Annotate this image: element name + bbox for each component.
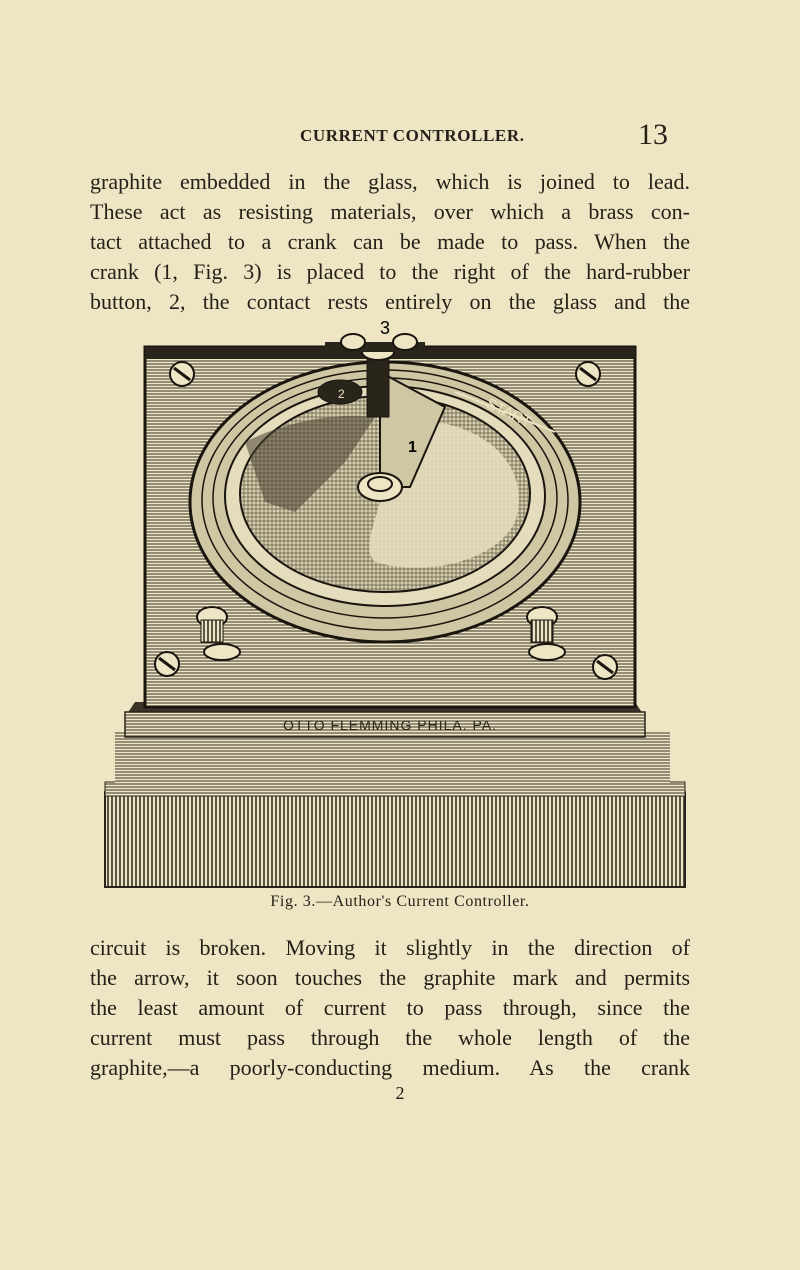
base-inscription: OTTO FLEMMING PHILA. PA. bbox=[282, 717, 498, 733]
paragraph-bottom bbox=[90, 933, 690, 1083]
controller-illustration bbox=[95, 312, 695, 892]
page-header bbox=[0, 118, 800, 156]
crank-pivot bbox=[367, 352, 389, 417]
corner-screw bbox=[576, 362, 600, 386]
text-line: the least amount of current to pass through, since the bbox=[90, 995, 690, 1020]
label-3: 3 bbox=[380, 318, 391, 338]
signature-mark: 2 bbox=[395, 1083, 405, 1103]
label-1: 1 bbox=[408, 439, 417, 456]
text-line: current must pass through the whole length of the bbox=[90, 1025, 690, 1050]
base-block bbox=[105, 792, 685, 887]
text-line: button, 2, the contact rests entirely on the glass and the bbox=[90, 289, 690, 314]
paragraph-top bbox=[90, 167, 690, 317]
text-line: the arrow, it soon touches the graphite mark and permits bbox=[90, 965, 690, 990]
text-line: crank (1, Fig. 3) is placed to the right of the hard-rubber bbox=[90, 259, 690, 284]
text-line: graphite embedded in the glass, which is joined to lead. bbox=[90, 169, 690, 194]
text-line: These act as resisting materials, over which a brass con- bbox=[90, 199, 690, 224]
figure-caption: Fig. 3.—Author's Current Controller. bbox=[270, 893, 530, 910]
corner-screw bbox=[155, 652, 179, 676]
label-2: 2 bbox=[338, 387, 345, 401]
figure-current-controller bbox=[95, 312, 695, 892]
corner-screw bbox=[170, 362, 194, 386]
running-title: CURRENT CONTROLLER. bbox=[300, 126, 525, 145]
text-line: circuit is broken. Moving it slightly in the direction of bbox=[90, 935, 690, 960]
text-line: tact attached to a crank can be made to pass. When the bbox=[90, 229, 690, 254]
corner-screw bbox=[593, 655, 617, 679]
text-line: graphite,—a poorly-conducting medium. As the crank bbox=[90, 1055, 690, 1080]
page-number: 13 bbox=[638, 118, 668, 151]
